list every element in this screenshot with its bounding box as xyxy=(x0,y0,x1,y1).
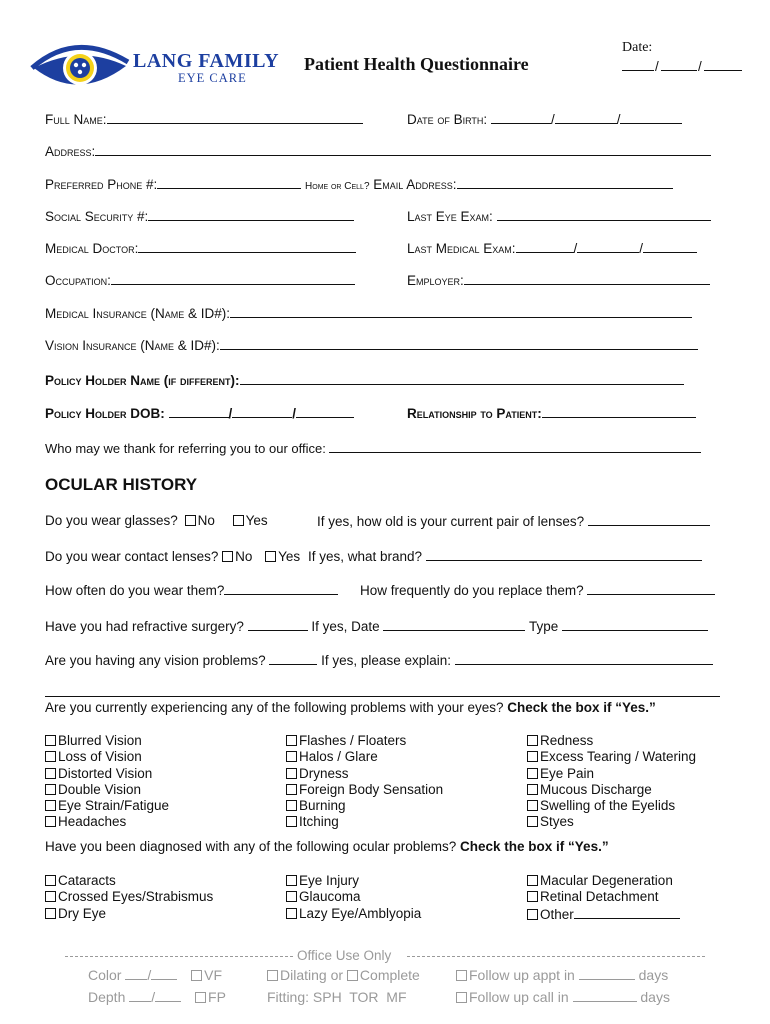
diagnosis-checkbox[interactable] xyxy=(286,891,297,902)
symptom-item[interactable]: Redness xyxy=(527,733,696,749)
color-input-1[interactable] xyxy=(125,967,147,980)
surgery-date-input[interactable] xyxy=(383,618,525,631)
symptom-checkbox[interactable] xyxy=(286,800,297,811)
glasses-yes-checkbox[interactable] xyxy=(233,515,244,526)
diagnosis-checkbox[interactable] xyxy=(286,875,297,886)
symptom-checkbox[interactable] xyxy=(45,751,56,762)
date-field[interactable]: / / xyxy=(622,58,742,74)
phone-row xyxy=(45,176,673,192)
address-input[interactable] xyxy=(95,143,711,156)
symptom-checkbox[interactable] xyxy=(527,784,538,795)
dilating-checkbox[interactable] xyxy=(267,970,278,981)
contacts-question: Do you wear contact lenses? xyxy=(45,549,219,564)
complete-label: Complete xyxy=(359,967,420,983)
explain-input[interactable] xyxy=(455,652,713,665)
relationship-row xyxy=(407,405,696,421)
symptom-item[interactable]: Itching xyxy=(286,814,443,830)
office-use-title: Office Use Only xyxy=(297,948,392,963)
diagnosis-checkbox[interactable] xyxy=(527,909,538,920)
policy-holder-name-label: Policy Holder Name (if different): xyxy=(45,373,240,388)
vf-label: VF xyxy=(204,967,223,983)
follow-appt-label: Follow up appt in xyxy=(469,967,575,983)
symptom-checkbox[interactable] xyxy=(286,816,297,827)
symptom-checkbox[interactable] xyxy=(45,735,56,746)
diagnosed-question: Have you been diagnosed with any of the following ocular problems? xyxy=(45,839,457,854)
last-medical-exam-day[interactable] xyxy=(577,240,639,253)
dob-label: Date of Birth: xyxy=(407,112,488,127)
replace-question: How frequently do you replace them? xyxy=(360,583,584,598)
symptom-item[interactable]: Distorted Vision xyxy=(45,766,169,782)
contacts-yes-checkbox[interactable] xyxy=(265,551,276,562)
diagnosis-item[interactable]: Dry Eye xyxy=(45,906,213,922)
symptom-checkbox[interactable] xyxy=(45,768,56,779)
surgery-type-label: Type xyxy=(528,619,559,634)
diagnosis-col-2 xyxy=(286,873,421,922)
how-often-question: How often do you wear them? xyxy=(45,583,225,598)
diagnosis-item[interactable]: Lazy Eye/Amblyopia xyxy=(286,906,421,922)
last-medical-exam-year[interactable] xyxy=(643,240,697,253)
dilating-row xyxy=(267,967,420,983)
last-eye-exam-row xyxy=(407,208,711,224)
fitting-row xyxy=(267,989,407,1005)
symptom-checkbox[interactable] xyxy=(286,784,297,795)
glasses-yes-label: Yes xyxy=(245,513,268,528)
follow-appt-checkbox[interactable] xyxy=(456,970,467,981)
color-label: Color xyxy=(88,967,122,983)
office-divider-left xyxy=(65,956,293,957)
page-title: Patient Health Questionnaire xyxy=(304,54,529,74)
symptom-checkbox[interactable] xyxy=(286,735,297,746)
experiencing-question: Are you currently experiencing any of the following problems with your eyes? xyxy=(45,700,504,715)
medical-insurance-input[interactable] xyxy=(230,305,692,318)
symptom-item[interactable]: Excess Tearing / Watering xyxy=(527,749,696,765)
referral-label: Who may we thank for referring you to our office: xyxy=(45,441,326,456)
follow-appt-days: days xyxy=(638,967,669,983)
diagnosis-item[interactable]: Macular Degeneration xyxy=(527,873,680,889)
employer-input[interactable] xyxy=(464,272,710,285)
relationship-input[interactable] xyxy=(542,405,696,418)
follow-call-label: Follow up call in xyxy=(469,989,569,1005)
policy-holder-dob-row: Policy Holder DOB: / / xyxy=(45,405,354,421)
other-diagnosis-input[interactable] xyxy=(574,906,680,919)
diagnosis-item[interactable]: Crossed Eyes/Strabismus xyxy=(45,889,213,905)
ssn-row xyxy=(45,208,354,224)
office-depth-row: Depth / FP xyxy=(88,989,226,1005)
glasses-age-row xyxy=(317,513,710,529)
date-label: Date: xyxy=(622,40,653,55)
medical-doctor-label: Medical Doctor: xyxy=(45,241,139,256)
medical-insurance-row xyxy=(45,305,692,321)
surgery-row xyxy=(45,618,708,634)
depth-input-2[interactable] xyxy=(155,989,181,1002)
dob-row: Date of Birth: / / xyxy=(407,111,682,127)
glasses-no-label: No xyxy=(197,513,215,528)
diagnosis-checkbox[interactable] xyxy=(286,908,297,919)
full-name-row xyxy=(45,111,363,127)
symptom-item[interactable]: Burning xyxy=(286,798,443,814)
employer-row xyxy=(407,272,710,288)
diagnosis-item[interactable]: Retinal Detachment xyxy=(527,889,680,905)
last-medical-exam-row: Last Medical Exam: / / xyxy=(407,240,697,256)
contacts-brand-question: If yes, what brand? xyxy=(307,549,423,564)
dob-month-input[interactable] xyxy=(491,111,551,124)
glasses-age-input[interactable] xyxy=(588,513,710,526)
diagnosed-instruction: Check the box if “Yes.” xyxy=(460,839,609,854)
follow-appt-row xyxy=(456,967,668,983)
last-medical-exam-month[interactable] xyxy=(516,240,574,253)
phone-input[interactable] xyxy=(157,176,301,189)
medical-doctor-input[interactable] xyxy=(138,240,356,253)
surgery-date-label: If yes, Date xyxy=(311,619,380,634)
office-color-row: Color / VF xyxy=(88,967,223,983)
follow-call-days: days xyxy=(640,989,670,1005)
ph-dob-day[interactable] xyxy=(232,405,292,418)
follow-call-row xyxy=(456,989,670,1005)
relationship-label: Relationship to Patient: xyxy=(407,406,542,421)
eye-logo-icon xyxy=(30,36,130,96)
vision-insurance-row xyxy=(45,337,698,353)
logo-subtitle: EYE CARE xyxy=(178,71,247,85)
follow-appt-input[interactable] xyxy=(579,967,635,980)
follow-call-checkbox[interactable] xyxy=(456,992,467,1003)
contacts-row xyxy=(45,548,702,564)
glasses-row xyxy=(45,513,268,528)
phone-label: Preferred Phone #: xyxy=(45,177,158,192)
vision-insurance-label: Vision Insurance (Name & ID#): xyxy=(45,338,220,353)
policy-holder-dob-label: Policy Holder DOB: xyxy=(45,406,165,421)
diagnosis-col-1 xyxy=(45,873,213,922)
replace-input[interactable] xyxy=(587,582,715,595)
address-row xyxy=(45,143,711,159)
symptom-item[interactable]: Dryness xyxy=(286,766,443,782)
how-often-input[interactable] xyxy=(224,582,338,595)
home-cell-label: Home or Cell? xyxy=(305,181,370,192)
depth-label: Depth xyxy=(88,989,126,1005)
ph-dob-month[interactable] xyxy=(169,405,229,418)
office-use-divider xyxy=(65,948,705,964)
how-often-row xyxy=(45,582,338,598)
symptom-checkbox[interactable] xyxy=(286,751,297,762)
symptom-checkbox[interactable] xyxy=(527,816,538,827)
medical-doctor-row xyxy=(45,240,356,256)
color-input-2[interactable] xyxy=(151,967,177,980)
surgery-question: Have you had refractive surgery? xyxy=(45,619,244,634)
logo-brand: LANG FAMILY xyxy=(133,50,280,72)
surgery-type-input[interactable] xyxy=(562,618,708,631)
policy-holder-name-row xyxy=(45,372,684,388)
symptom-checkbox[interactable] xyxy=(527,751,538,762)
symptom-item[interactable]: Halos / Glare xyxy=(286,749,443,765)
symptom-item[interactable]: Styes xyxy=(527,814,696,830)
diagnosis-col-3 xyxy=(527,873,680,923)
glasses-no-checkbox[interactable] xyxy=(185,515,196,526)
diagnosis-checkbox[interactable] xyxy=(527,875,538,886)
depth-input-1[interactable] xyxy=(129,989,151,1002)
surgery-input[interactable] xyxy=(248,618,308,631)
referral-row xyxy=(45,440,701,456)
symptom-item[interactable]: Flashes / Floaters xyxy=(286,733,443,749)
follow-call-input[interactable] xyxy=(573,989,637,1002)
symptoms-col-1 xyxy=(45,733,169,831)
fp-label: FP xyxy=(208,989,226,1005)
diagnosis-item[interactable]: Eye Injury xyxy=(286,873,421,889)
vf-checkbox[interactable] xyxy=(191,970,202,981)
last-eye-exam-label: Last Eye Exam: xyxy=(407,209,493,224)
full-name-label: Full Name: xyxy=(45,112,107,127)
ssn-label: Social Security #: xyxy=(45,209,149,224)
symptoms-col-3 xyxy=(527,733,696,831)
vision-problems-question: Are you having any vision problems? xyxy=(45,653,266,668)
glasses-question: Do you wear glasses? xyxy=(45,513,178,528)
contacts-brand-input[interactable] xyxy=(426,548,702,561)
email-label: Email Address: xyxy=(373,177,457,192)
ocular-history-heading: OCULAR HISTORY xyxy=(45,475,198,494)
contacts-no-label: No xyxy=(235,549,253,564)
symptom-item[interactable]: Foreign Body Sensation xyxy=(286,782,443,798)
experiencing-instruction: Check the box if “Yes.” xyxy=(507,700,656,715)
fp-checkbox[interactable] xyxy=(195,992,206,1003)
symptom-item[interactable]: Eye Strain/Fatigue xyxy=(45,798,169,814)
symptom-checkbox[interactable] xyxy=(45,784,56,795)
contacts-no-checkbox[interactable] xyxy=(222,551,233,562)
dob-year-input[interactable] xyxy=(620,111,682,124)
symptom-item[interactable]: Headaches xyxy=(45,814,169,830)
symptom-checkbox[interactable] xyxy=(527,768,538,779)
occupation-label: Occupation: xyxy=(45,273,111,288)
diagnosis-item[interactable]: Cataracts xyxy=(45,873,213,889)
symptom-checkbox[interactable] xyxy=(45,800,56,811)
medical-insurance-label: Medical Insurance (Name & ID#): xyxy=(45,306,231,321)
symptom-checkbox[interactable] xyxy=(286,768,297,779)
occupation-input[interactable] xyxy=(111,272,355,285)
diagnosis-item[interactable]: Glaucoma xyxy=(286,889,421,905)
email-input[interactable] xyxy=(457,176,673,189)
symptom-item[interactable]: Loss of Vision xyxy=(45,749,169,765)
ph-dob-year[interactable] xyxy=(296,405,354,418)
symptom-item[interactable]: Double Vision xyxy=(45,782,169,798)
glasses-age-question: If yes, how old is your current pair of lenses? xyxy=(317,514,585,529)
replace-row xyxy=(360,582,715,598)
vision-problems-input[interactable] xyxy=(269,652,317,665)
experiencing-row xyxy=(45,700,656,715)
symptom-checkbox[interactable] xyxy=(527,735,538,746)
explain-input-line2[interactable] xyxy=(45,684,720,697)
occupation-row xyxy=(45,272,355,288)
diagnosis-checkbox[interactable] xyxy=(45,908,56,919)
symptom-item[interactable]: Swelling of the Eyelids xyxy=(527,798,696,814)
employer-label: Employer: xyxy=(407,273,464,288)
explain-label: If yes, please explain: xyxy=(321,653,451,668)
full-name-input[interactable] xyxy=(107,111,363,124)
ssn-input[interactable] xyxy=(148,208,354,221)
address-label: Address: xyxy=(45,144,96,159)
symptoms-col-2 xyxy=(286,733,443,831)
symptom-item[interactable]: Mucous Discharge xyxy=(527,782,696,798)
last-medical-exam-label: Last Medical Exam: xyxy=(407,241,516,256)
office-divider-right xyxy=(407,956,705,957)
diagnosis-item[interactable]: Other xyxy=(527,906,680,923)
diagnosis-checkbox[interactable] xyxy=(527,891,538,902)
complete-checkbox[interactable] xyxy=(347,970,358,981)
symptom-item[interactable]: Blurred Vision xyxy=(45,733,169,749)
logo xyxy=(30,36,130,96)
last-eye-exam-input[interactable] xyxy=(497,208,711,221)
symptom-item[interactable]: Eye Pain xyxy=(527,766,696,782)
dob-day-input[interactable] xyxy=(555,111,617,124)
symptom-checkbox[interactable] xyxy=(45,816,56,827)
diagnosis-checkbox[interactable] xyxy=(45,891,56,902)
diagnosed-row xyxy=(45,839,609,854)
dilating-label: Dilating or xyxy=(280,967,344,983)
vision-problems-row xyxy=(45,652,713,668)
referral-input[interactable] xyxy=(329,440,701,453)
fitting-label: Fitting: SPH TOR MF xyxy=(267,989,407,1005)
symptom-checkbox[interactable] xyxy=(527,800,538,811)
diagnosis-checkbox[interactable] xyxy=(45,875,56,886)
policy-holder-name-input[interactable] xyxy=(240,372,684,385)
vision-insurance-input[interactable] xyxy=(220,337,698,350)
contacts-yes-label: Yes xyxy=(278,549,301,564)
